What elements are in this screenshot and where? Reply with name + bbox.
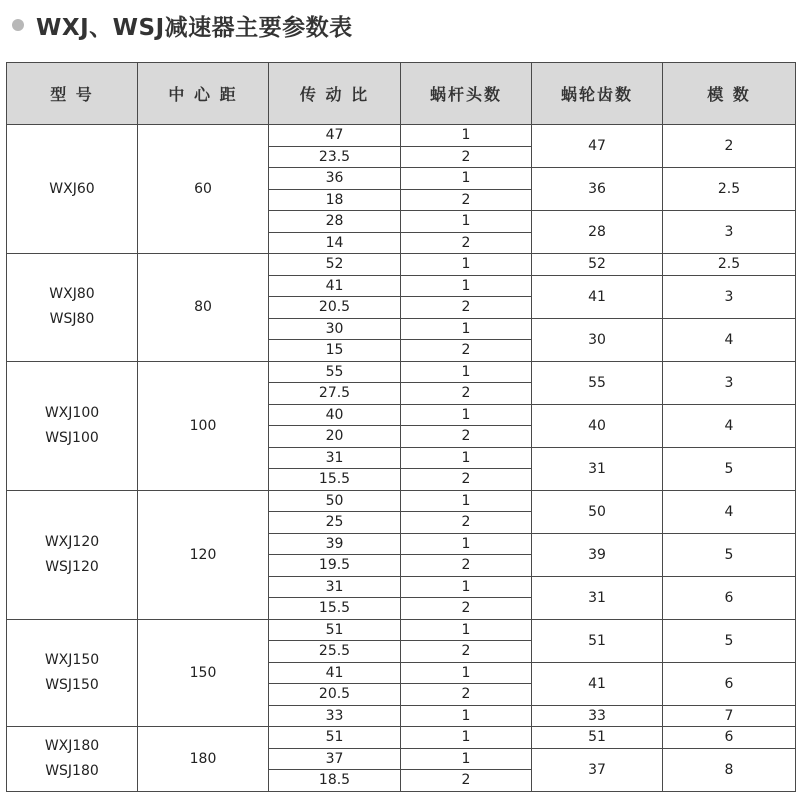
worm-starts-cell: 2 xyxy=(401,146,532,168)
worm-starts-cell: 1 xyxy=(401,490,532,512)
worm-starts-cell: 1 xyxy=(401,533,532,555)
wheel-teeth-cell: 37 xyxy=(532,748,663,791)
ratio-cell: 36 xyxy=(269,168,401,190)
ratio-cell: 18.5 xyxy=(269,770,401,792)
model-name: WSJ80 xyxy=(49,311,95,328)
worm-starts-cell: 2 xyxy=(401,770,532,792)
ratio-cell: 20 xyxy=(269,426,401,448)
ratio-cell: 55 xyxy=(269,361,401,383)
modulus-cell: 4 xyxy=(663,404,796,447)
ratio-cell: 41 xyxy=(269,275,401,297)
modulus-cell: 2.5 xyxy=(663,254,796,276)
worm-starts-cell: 2 xyxy=(401,340,532,362)
worm-starts-cell: 1 xyxy=(401,619,532,641)
title-row xyxy=(12,8,353,42)
worm-starts-cell: 2 xyxy=(401,189,532,211)
ratio-cell: 31 xyxy=(269,576,401,598)
worm-starts-cell: 1 xyxy=(401,125,532,147)
center-distance-cell: 120 xyxy=(138,490,269,619)
bullet-icon xyxy=(12,19,24,31)
worm-starts-cell: 2 xyxy=(401,555,532,577)
model-name: WXJ180 xyxy=(44,737,100,754)
model-cell xyxy=(7,727,138,792)
ratio-cell: 14 xyxy=(269,232,401,254)
ratio-cell: 52 xyxy=(269,254,401,276)
header-worm-starts: 蜗杆头数 xyxy=(401,63,532,125)
modulus-cell: 5 xyxy=(663,619,796,662)
model-name: WXJ80 xyxy=(49,286,95,303)
wheel-teeth-cell: 28 xyxy=(532,211,663,254)
wheel-teeth-cell: 52 xyxy=(532,254,663,276)
worm-starts-cell: 2 xyxy=(401,469,532,491)
model-name: WXJ120 xyxy=(44,533,100,550)
header-ratio: 传 动 比 xyxy=(269,63,401,125)
worm-starts-cell: 1 xyxy=(401,318,532,340)
modulus-cell: 7 xyxy=(663,705,796,727)
ratio-cell: 31 xyxy=(269,447,401,469)
wheel-teeth-cell: 51 xyxy=(532,727,663,749)
center-distance-cell: 80 xyxy=(138,254,269,362)
header-model: 型 号 xyxy=(7,63,138,125)
ratio-cell: 20.5 xyxy=(269,297,401,319)
worm-starts-cell: 2 xyxy=(401,641,532,663)
header-modulus: 模 数 xyxy=(663,63,796,125)
wheel-teeth-cell: 31 xyxy=(532,447,663,490)
model-name: WSJ120 xyxy=(45,558,99,575)
model-cell xyxy=(7,125,138,254)
modulus-cell: 6 xyxy=(663,727,796,749)
wheel-teeth-cell: 41 xyxy=(532,662,663,705)
worm-starts-cell: 1 xyxy=(401,211,532,233)
worm-starts-cell: 2 xyxy=(401,598,532,620)
worm-starts-cell: 2 xyxy=(401,684,532,706)
worm-starts-cell: 1 xyxy=(401,727,532,749)
model-name: WXJ150 xyxy=(44,651,100,668)
worm-starts-cell: 1 xyxy=(401,275,532,297)
ratio-cell: 15.5 xyxy=(269,598,401,620)
worm-starts-cell: 1 xyxy=(401,447,532,469)
table-row xyxy=(7,619,796,641)
modulus-cell: 4 xyxy=(663,318,796,361)
worm-starts-cell: 2 xyxy=(401,232,532,254)
page-title: WXJ、WSJ减速器主要参数表 xyxy=(36,14,353,41)
wheel-teeth-cell: 51 xyxy=(532,619,663,662)
wheel-teeth-cell: 47 xyxy=(532,125,663,168)
ratio-cell: 15.5 xyxy=(269,469,401,491)
center-distance-cell: 100 xyxy=(138,361,269,490)
parameter-table xyxy=(6,62,796,792)
wheel-teeth-cell: 39 xyxy=(532,533,663,576)
ratio-cell: 47 xyxy=(269,125,401,147)
worm-starts-cell: 1 xyxy=(401,748,532,770)
ratio-cell: 51 xyxy=(269,727,401,749)
header-center-distance: 中 心 距 xyxy=(138,63,269,125)
table-row xyxy=(7,254,796,276)
ratio-cell: 27.5 xyxy=(269,383,401,405)
modulus-cell: 2 xyxy=(663,125,796,168)
worm-starts-cell: 1 xyxy=(401,404,532,426)
model-cell xyxy=(7,619,138,727)
wheel-teeth-cell: 40 xyxy=(532,404,663,447)
modulus-cell: 8 xyxy=(663,748,796,791)
wheel-teeth-cell: 50 xyxy=(532,490,663,533)
center-distance-cell: 150 xyxy=(138,619,269,727)
table-row xyxy=(7,490,796,512)
model-name: WSJ150 xyxy=(45,676,99,693)
ratio-cell: 37 xyxy=(269,748,401,770)
ratio-cell: 30 xyxy=(269,318,401,340)
ratio-cell: 20.5 xyxy=(269,684,401,706)
wheel-teeth-cell: 36 xyxy=(532,168,663,211)
model-name: WXJ100 xyxy=(44,404,100,421)
ratio-cell: 25.5 xyxy=(269,641,401,663)
worm-starts-cell: 1 xyxy=(401,168,532,190)
table-row xyxy=(7,361,796,383)
modulus-cell: 6 xyxy=(663,662,796,705)
wheel-teeth-cell: 30 xyxy=(532,318,663,361)
worm-starts-cell: 1 xyxy=(401,576,532,598)
model-cell xyxy=(7,254,138,362)
wheel-teeth-cell: 33 xyxy=(532,705,663,727)
ratio-cell: 33 xyxy=(269,705,401,727)
modulus-cell: 3 xyxy=(663,275,796,318)
worm-starts-cell: 2 xyxy=(401,297,532,319)
modulus-cell: 2.5 xyxy=(663,168,796,211)
modulus-cell: 3 xyxy=(663,211,796,254)
center-distance-cell: 180 xyxy=(138,727,269,792)
modulus-cell: 5 xyxy=(663,533,796,576)
worm-starts-cell: 2 xyxy=(401,383,532,405)
ratio-cell: 28 xyxy=(269,211,401,233)
model-name: WSJ180 xyxy=(45,762,99,779)
worm-starts-cell: 2 xyxy=(401,512,532,534)
worm-starts-cell: 1 xyxy=(401,254,532,276)
worm-starts-cell: 2 xyxy=(401,426,532,448)
wheel-teeth-cell: 41 xyxy=(532,275,663,318)
modulus-cell: 6 xyxy=(663,576,796,619)
header-wheel-teeth: 蜗轮齿数 xyxy=(532,63,663,125)
ratio-cell: 15 xyxy=(269,340,401,362)
ratio-cell: 39 xyxy=(269,533,401,555)
ratio-cell: 50 xyxy=(269,490,401,512)
ratio-cell: 51 xyxy=(269,619,401,641)
modulus-cell: 3 xyxy=(663,361,796,404)
ratio-cell: 23.5 xyxy=(269,146,401,168)
table-row xyxy=(7,125,796,147)
worm-starts-cell: 1 xyxy=(401,662,532,684)
wheel-teeth-cell: 31 xyxy=(532,576,663,619)
worm-starts-cell: 1 xyxy=(401,705,532,727)
ratio-cell: 41 xyxy=(269,662,401,684)
header-row xyxy=(7,63,796,125)
ratio-cell: 25 xyxy=(269,512,401,534)
center-distance-cell: 60 xyxy=(138,125,269,254)
ratio-cell: 40 xyxy=(269,404,401,426)
wheel-teeth-cell: 55 xyxy=(532,361,663,404)
modulus-cell: 5 xyxy=(663,447,796,490)
ratio-cell: 19.5 xyxy=(269,555,401,577)
ratio-cell: 18 xyxy=(269,189,401,211)
worm-starts-cell: 1 xyxy=(401,361,532,383)
model-name: WSJ100 xyxy=(45,429,99,446)
model-cell xyxy=(7,490,138,619)
model-cell xyxy=(7,361,138,490)
modulus-cell: 4 xyxy=(663,490,796,533)
model-name: WXJ60 xyxy=(49,180,95,197)
table-row xyxy=(7,727,796,749)
